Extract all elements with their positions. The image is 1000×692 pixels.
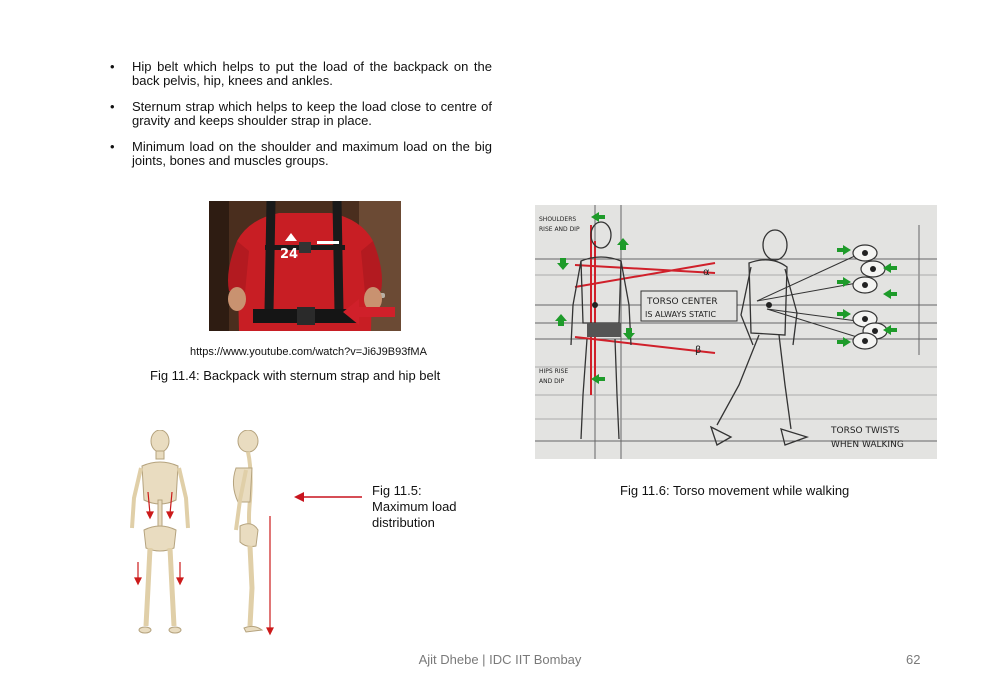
- skeleton-front-illustration: [128, 430, 192, 636]
- bullet-load-distribution: • Minimum load on the shoulder and maximum load on the big joints, bones and muscles groups.: [108, 140, 492, 168]
- figure-caption-11-5: Fig 11.5: Maximum load distribution: [372, 483, 457, 530]
- video-url[interactable]: https://www.youtube.com/watch?v=Ji6J9B93fMA: [190, 346, 427, 358]
- label-torso-twists: TORSO TWISTS: [831, 426, 900, 436]
- page-number: 62: [906, 652, 921, 667]
- label-beta: β: [695, 345, 702, 356]
- skeleton-side-illustration: [226, 430, 276, 636]
- torso-walking-sketch: [535, 205, 937, 459]
- label-shoulders: SHOULDERS: [539, 216, 577, 223]
- bullet-sternum-strap: • Sternum strap which helps to keep the load close to centre of gravity and keeps shoulder strap in place.: [108, 100, 492, 128]
- bullet-hip-belt: • Hip belt which helps to put the load of the backpack on the back pelvis, hip, knees and ankles.: [108, 60, 492, 88]
- label-alpha: α: [703, 267, 710, 278]
- figure-caption-11-6: Fig 11.6: Torso movement while walking: [620, 483, 850, 498]
- label-torso-center: TORSO CENTER: [647, 297, 718, 307]
- label-and-dip: AND DIP: [539, 378, 565, 385]
- label-rise-dip: RISE AND DIP: [539, 226, 580, 233]
- shirt-number: 24: [280, 247, 299, 262]
- red-arrow-icon: [292, 490, 364, 504]
- label-when-walking: WHEN WALKING: [831, 440, 904, 450]
- label-always-static: IS ALWAYS STATIC: [645, 310, 717, 319]
- figure-caption-11-4: Fig 11.4: Backpack with sternum strap and hip belt: [150, 368, 441, 383]
- bullet-list: [108, 60, 492, 180]
- backpack-photo: [209, 201, 401, 331]
- label-hips-rise: HIPS RISE: [539, 368, 569, 375]
- footer-author: Ajit Dhebe | IDC IIT Bombay: [418, 652, 582, 667]
